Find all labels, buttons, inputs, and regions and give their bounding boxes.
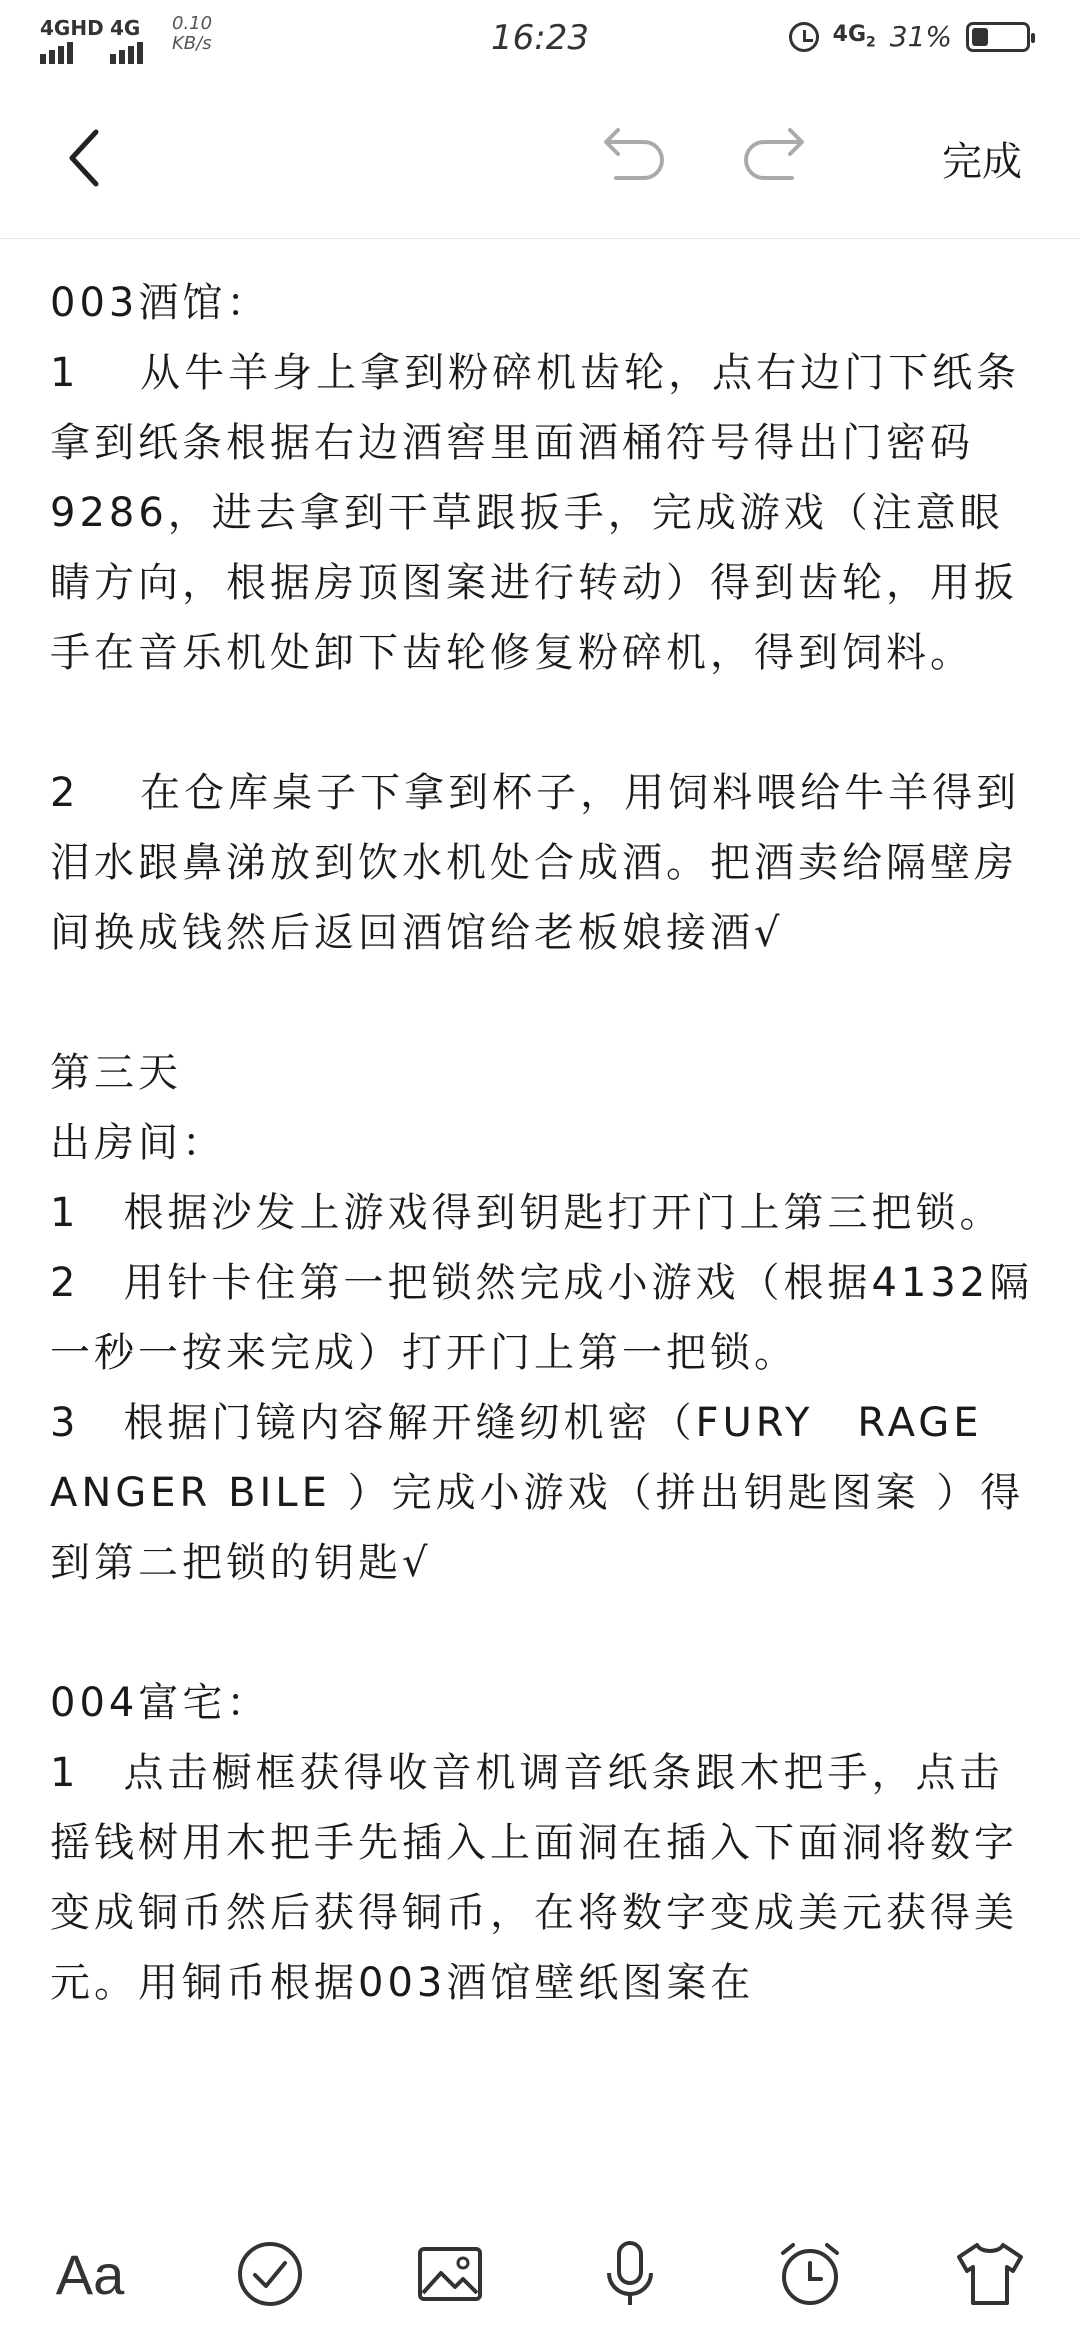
battery-icon <box>966 22 1030 52</box>
note-line: 出房间： <box>50 1120 226 1166</box>
network-label-2: 4G <box>110 16 141 40</box>
image-icon[interactable] <box>405 2229 495 2319</box>
note-line: 3 根据门镜内容解开缝纫机密（FURY RAGE ANGER BILE ）完成小游戏（拼出钥匙图案 ）得到第二把锁的钥匙√ <box>50 1400 1025 1586</box>
redo-icon[interactable] <box>738 128 808 188</box>
alarm-icon[interactable] <box>765 2229 855 2319</box>
network-right <box>833 22 876 50</box>
clock: 16:23 <box>491 18 589 58</box>
network-right-label: 4G <box>832 22 867 48</box>
blank-line <box>50 1598 1035 1668</box>
speed-unit: KB/s <box>172 33 212 54</box>
bottom-toolbar <box>0 2208 1080 2340</box>
theme-shirt-icon[interactable] <box>945 2229 1035 2319</box>
editor-toolbar <box>0 78 1080 239</box>
network-label-1: 4GHD <box>40 16 104 40</box>
done-button[interactable]: 完成 <box>942 139 1022 185</box>
note-line: 1 根据沙发上游戏得到钥匙打开门上第三把锁。 <box>50 1190 1004 1236</box>
note-line: 2 用针卡住第一把锁然完成小游戏（根据4132隔一秒一按来完成）打开门上第一把锁。 <box>50 1260 1034 1376</box>
speed-value: 0.10 <box>172 13 213 34</box>
status-bar <box>0 0 1080 78</box>
blank-line <box>50 688 1035 758</box>
font-icon[interactable] <box>45 2229 135 2319</box>
note-editor[interactable] <box>50 268 1035 2228</box>
microphone-icon[interactable] <box>585 2229 675 2319</box>
note-line: 003酒馆： <box>50 280 271 326</box>
back-arrow-icon[interactable] <box>58 128 118 188</box>
checklist-icon[interactable] <box>225 2229 315 2319</box>
blank-line <box>50 968 1035 1038</box>
note-line: 第三天 <box>50 1050 182 1096</box>
note-line: 004富宅： <box>50 1680 271 1726</box>
note-line: 2 在仓库桌子下拿到杯子，用饲料喂给牛羊得到泪水跟鼻涕放到饮水机处合成酒。把酒卖给隔壁房间换成钱然后返回酒馆给老板娘接酒√ <box>50 770 1021 956</box>
alarm-status-icon <box>789 22 819 52</box>
network-right-sub: 2 <box>866 34 876 51</box>
note-line: 1 点击橱框获得收音机调音纸条跟木把手，点击摇钱树用木把手先插入上面洞在插入下面洞将数字变成铜币然后获得铜币，在将数字变成美元获得美元。用铜币根据003酒馆壁纸图案在 <box>50 1750 1018 2006</box>
font-label: Aa <box>55 2242 125 2306</box>
battery-percent: 31% <box>889 20 952 53</box>
right-status <box>789 20 1030 53</box>
undo-icon[interactable] <box>600 128 670 188</box>
note-line: 1 从牛羊身上拿到粉碎机齿轮，点右边门下纸条拿到纸条根据右边酒窖里面酒桶符号得出门密码9286，进去拿到干草跟扳手，完成游戏（注意眼睛方向，根据房顶图案进行转动）得到齿轮，用扳手在音乐机处卸下齿轮修复粉碎机，得到饲料。 <box>50 350 1021 676</box>
